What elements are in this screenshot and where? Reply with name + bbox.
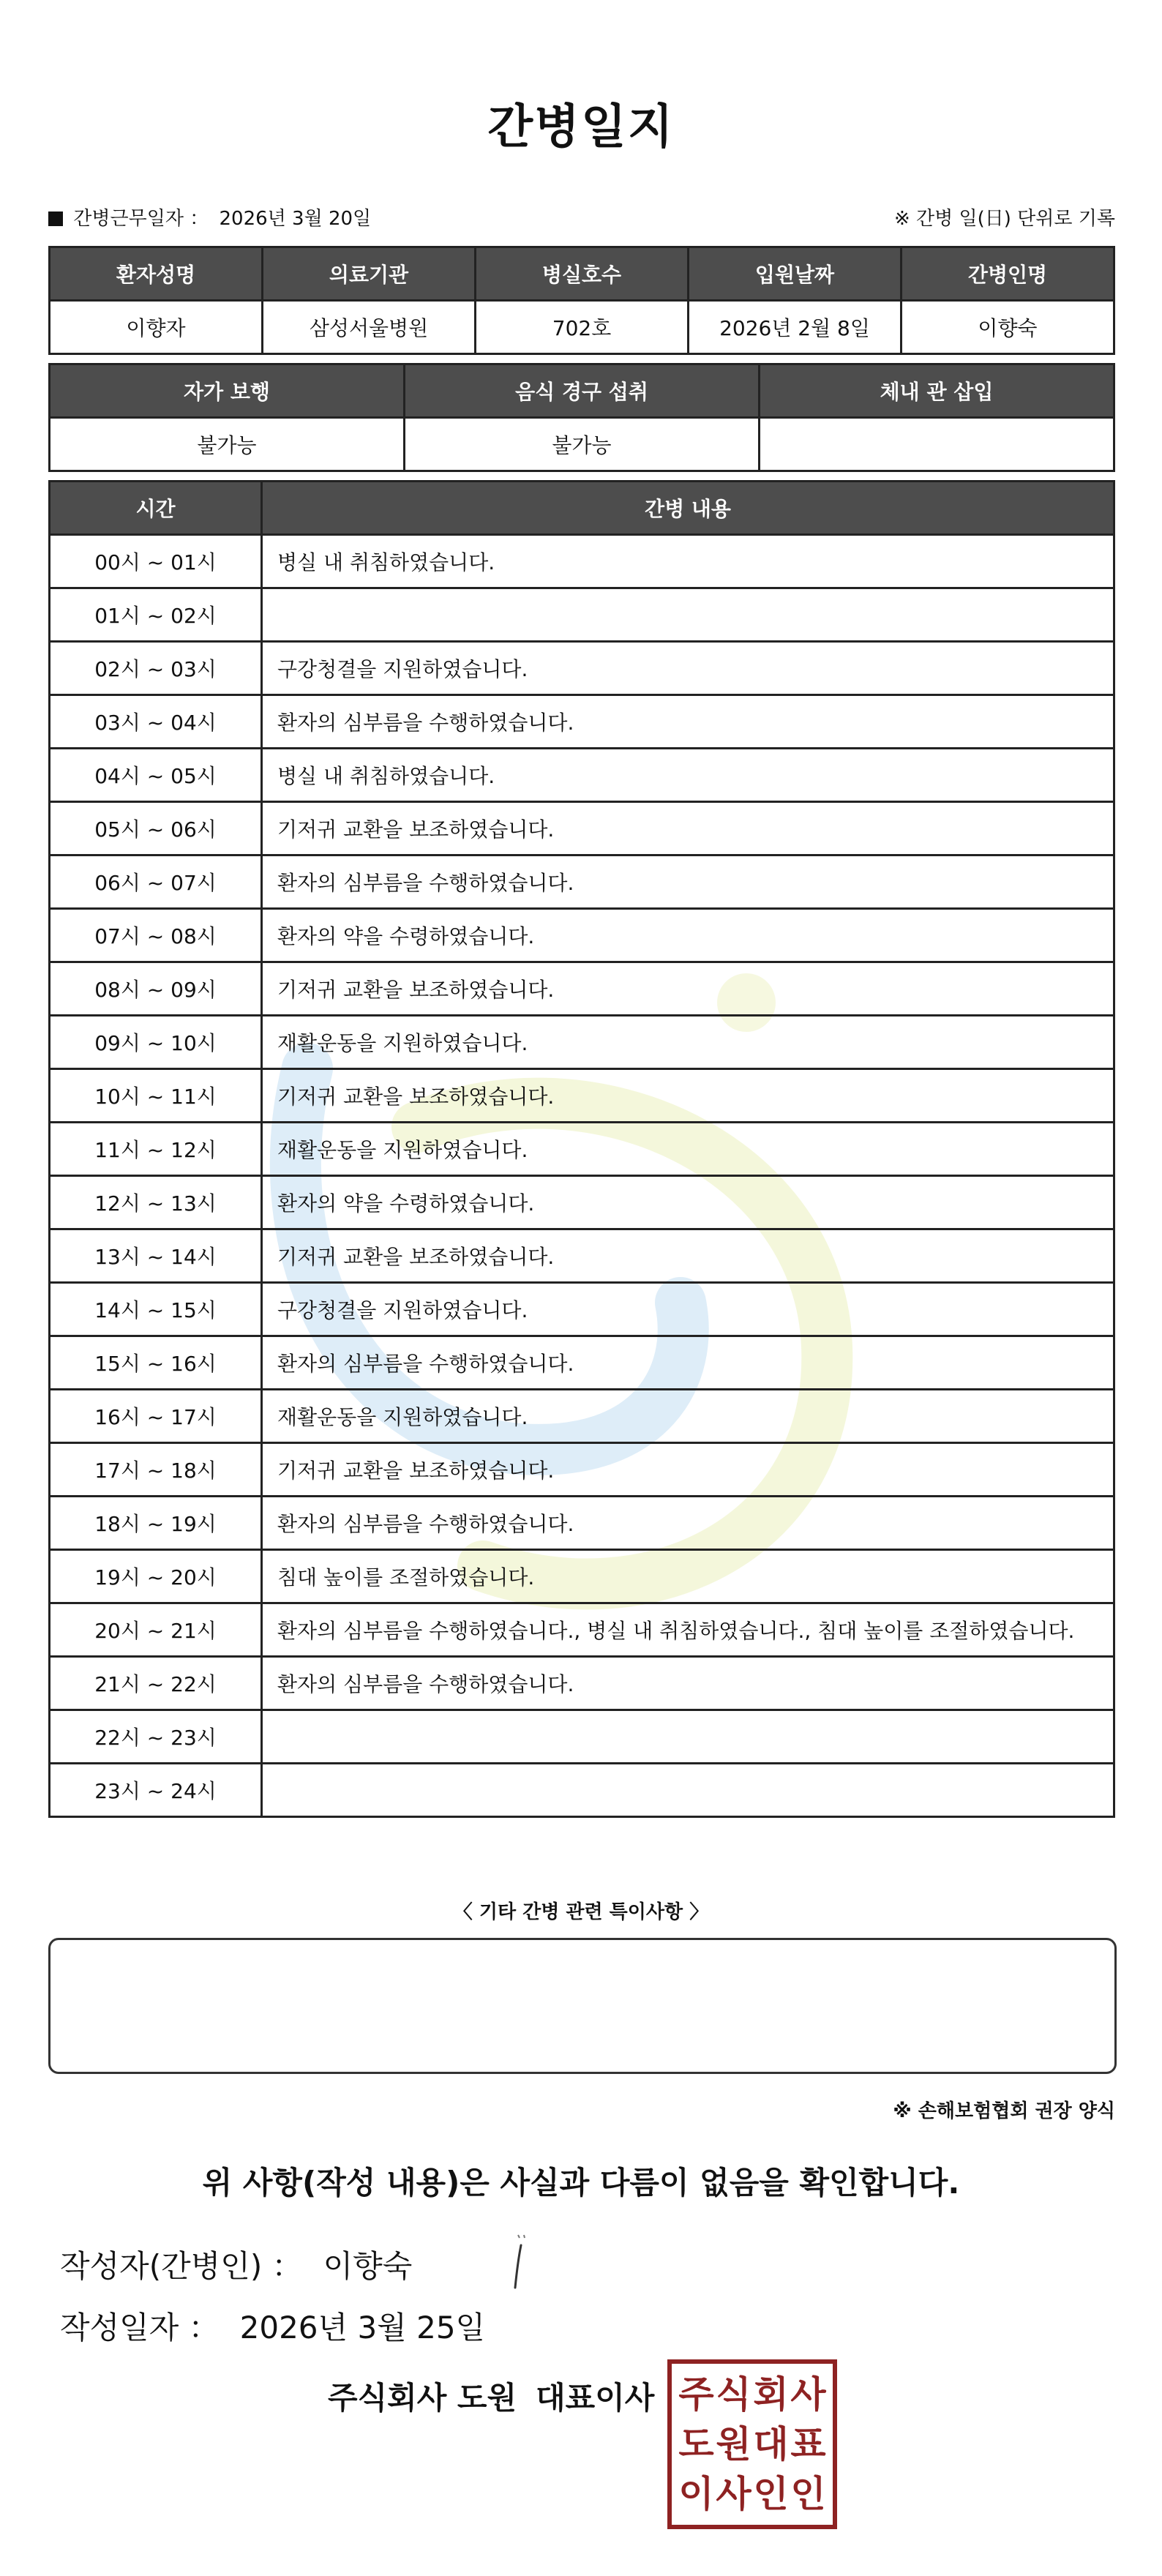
log-content: 침대 높이를 조절하였습니다. <box>262 1550 1114 1603</box>
log-content: 재활운동을 지원하였습니다. <box>262 1390 1114 1443</box>
log-content: 환자의 약을 수령하였습니다. <box>262 909 1114 962</box>
log-content: 병실 내 취침하였습니다. <box>262 749 1114 802</box>
log-time: 10시 ~ 11시 <box>50 1069 262 1123</box>
header-tube-insertion: 체내 관 삽입 <box>760 364 1114 418</box>
log-row <box>50 1443 1114 1497</box>
log-time: 14시 ~ 15시 <box>50 1283 262 1336</box>
log-time: 13시 ~ 14시 <box>50 1229 262 1283</box>
log-row <box>50 749 1114 802</box>
log-content: 기저귀 교환을 보조하였습니다. <box>262 1443 1114 1497</box>
seal-character: 원 <box>716 2423 751 2465</box>
log-time: 00시 ~ 01시 <box>50 535 262 588</box>
log-row <box>50 802 1114 855</box>
work-date-label: 간병근무일자 ： <box>73 207 209 230</box>
room-number: 702호 <box>476 301 689 354</box>
log-row <box>50 535 1114 588</box>
log-row <box>50 1657 1114 1710</box>
seal-character: 표 <box>790 2423 826 2465</box>
log-time: 06시 ~ 07시 <box>50 855 262 909</box>
header-time: 시간 <box>50 482 262 535</box>
tube-insertion-value <box>760 418 1114 471</box>
square-bullet-icon <box>48 211 63 226</box>
log-row <box>50 1603 1114 1657</box>
log-content: 병실 내 취침하였습니다. <box>262 535 1114 588</box>
log-time: 04시 ~ 05시 <box>50 749 262 802</box>
caregiver-name: 이향숙 <box>902 301 1114 354</box>
log-time: 21시 ~ 22시 <box>50 1657 262 1710</box>
log-content: 구강청결을 지원하였습니다. <box>262 642 1114 695</box>
log-row <box>50 588 1114 642</box>
log-row <box>50 1710 1114 1764</box>
log-time: 23시 ~ 24시 <box>50 1764 262 1817</box>
log-time: 20시 ~ 21시 <box>50 1603 262 1657</box>
log-time: 17시 ~ 18시 <box>50 1443 262 1497</box>
handwritten-signature <box>505 2231 534 2296</box>
log-content: 기저귀 교환을 보조하였습니다. <box>262 1069 1114 1123</box>
log-body <box>50 535 1114 1817</box>
log-time: 15시 ~ 16시 <box>50 1336 262 1390</box>
seal-character: 이 <box>678 2473 714 2515</box>
company-title: 대표이사 <box>536 2380 655 2416</box>
log-time: 12시 ~ 13시 <box>50 1176 262 1229</box>
written-date-label: 작성일자 ： <box>60 2310 220 2345</box>
confirmation-statement: 위 사항(작성 내용)은 사실과 다름이 없음을 확인합니다. <box>202 2165 960 2201</box>
recommend-note: ※ 손해보험협회 권장 양식 <box>893 2100 1115 2122</box>
seal-character: 주 <box>678 2373 714 2416</box>
log-time: 08시 ~ 09시 <box>50 962 262 1016</box>
log-header-row <box>50 482 1114 535</box>
header-admission-date: 입원날짜 <box>689 247 902 301</box>
document-title: 간병일지 <box>487 100 675 154</box>
log-row <box>50 1764 1114 1817</box>
seal-characters <box>678 2370 827 2519</box>
log-content: 환자의 심부름을 수행하였습니다. <box>262 695 1114 749</box>
header-hospital: 의료기관 <box>263 247 476 301</box>
company-name: 주식회사 도원 <box>328 2380 517 2416</box>
log-time: 16시 ~ 17시 <box>50 1390 262 1443</box>
hospital-name: 삼성서울병원 <box>263 301 476 354</box>
work-date <box>48 203 375 231</box>
patient-status-value-row <box>50 418 1114 471</box>
header-oral-intake: 음식 경구 섭취 <box>405 364 760 418</box>
log-content: 구강청결을 지원하였습니다. <box>262 1283 1114 1336</box>
log-row <box>50 1229 1114 1283</box>
log-content: 환자의 심부름을 수행하였습니다. <box>262 1336 1114 1390</box>
log-time: 19시 ~ 20시 <box>50 1550 262 1603</box>
log-row <box>50 1390 1114 1443</box>
log-row <box>50 962 1114 1016</box>
log-content: 재활운동을 지원하였습니다. <box>262 1123 1114 1176</box>
log-content <box>262 1764 1114 1817</box>
log-time: 11시 ~ 12시 <box>50 1123 262 1176</box>
log-row <box>50 1123 1114 1176</box>
oral-intake-value: 불가능 <box>405 418 760 471</box>
seal-character: 대 <box>753 2423 789 2465</box>
header-room-number: 병실호수 <box>476 247 689 301</box>
seal-character: 사 <box>790 2373 826 2416</box>
log-content: 환자의 심부름을 수행하였습니다. <box>262 1497 1114 1550</box>
log-row <box>50 1069 1114 1123</box>
log-content: 재활운동을 지원하였습니다. <box>262 1016 1114 1069</box>
header-self-walking: 자가 보행 <box>50 364 405 418</box>
log-row <box>50 1016 1114 1069</box>
log-row <box>50 1497 1114 1550</box>
seal-character: 인 <box>790 2473 826 2515</box>
log-row <box>50 855 1114 909</box>
admission-date: 2026년 2월 8일 <box>689 301 902 354</box>
log-time: 18시 ~ 19시 <box>50 1497 262 1550</box>
log-content: 환자의 심부름을 수행하였습니다., 병실 내 취침하였습니다., 침대 높이를 조절하였습니다. <box>262 1603 1114 1657</box>
hourly-care-log-table <box>48 480 1115 1818</box>
seal-character: 식 <box>716 2373 751 2416</box>
work-date-value: 2026년 3월 20일 <box>219 207 372 230</box>
seal-character: 회 <box>753 2373 789 2416</box>
log-row <box>50 1176 1114 1229</box>
patient-name: 이향자 <box>50 301 263 354</box>
patient-status-header-row <box>50 364 1114 418</box>
notes-heading: 〈 기타 간병 관련 특이사항 〉 <box>453 1901 709 1923</box>
writer-name: 이향숙 <box>323 2248 413 2284</box>
log-time: 03시 ~ 04시 <box>50 695 262 749</box>
writer-label: 작성자(간병인) ： <box>60 2248 303 2284</box>
record-note: ※ 간병 일(日) 단위로 기록 <box>893 207 1115 230</box>
company-seal-stamp <box>667 2359 837 2529</box>
log-content: 환자의 심부름을 수행하였습니다. <box>262 855 1114 909</box>
log-row <box>50 909 1114 962</box>
header-patient-name: 환자성명 <box>50 247 263 301</box>
self-walking-value: 불가능 <box>50 418 405 471</box>
seal-character: 인 <box>753 2473 789 2515</box>
written-date-value: 2026년 3월 25일 <box>239 2310 486 2345</box>
log-content <box>262 588 1114 642</box>
patient-info-header-row <box>50 247 1114 301</box>
log-content <box>262 1710 1114 1764</box>
special-notes-box[interactable] <box>48 1938 1117 2074</box>
log-row <box>50 642 1114 695</box>
log-content: 환자의 심부름을 수행하였습니다. <box>262 1657 1114 1710</box>
log-row <box>50 1550 1114 1603</box>
company-line <box>328 2374 654 2418</box>
header-care-content: 간병 내용 <box>262 482 1114 535</box>
seal-character: 사 <box>716 2473 751 2515</box>
written-date-line <box>60 2304 485 2348</box>
patient-info-table <box>48 246 1115 355</box>
log-content: 환자의 약을 수령하였습니다. <box>262 1176 1114 1229</box>
log-content: 기저귀 교환을 보조하였습니다. <box>262 1229 1114 1283</box>
patient-info-value-row <box>50 301 1114 354</box>
log-time: 05시 ~ 06시 <box>50 802 262 855</box>
log-row <box>50 695 1114 749</box>
log-time: 22시 ~ 23시 <box>50 1710 262 1764</box>
log-row <box>50 1283 1114 1336</box>
log-row <box>50 1336 1114 1390</box>
patient-status-table <box>48 363 1115 472</box>
meta-row <box>48 202 1115 231</box>
log-content: 기저귀 교환을 보조하였습니다. <box>262 962 1114 1016</box>
log-time: 07시 ~ 08시 <box>50 909 262 962</box>
log-time: 02시 ~ 03시 <box>50 642 262 695</box>
seal-character: 도 <box>678 2423 714 2465</box>
writer-line <box>60 2242 412 2286</box>
header-caregiver-name: 간병인명 <box>902 247 1114 301</box>
log-content: 기저귀 교환을 보조하였습니다. <box>262 802 1114 855</box>
log-time: 01시 ~ 02시 <box>50 588 262 642</box>
log-time: 09시 ~ 10시 <box>50 1016 262 1069</box>
